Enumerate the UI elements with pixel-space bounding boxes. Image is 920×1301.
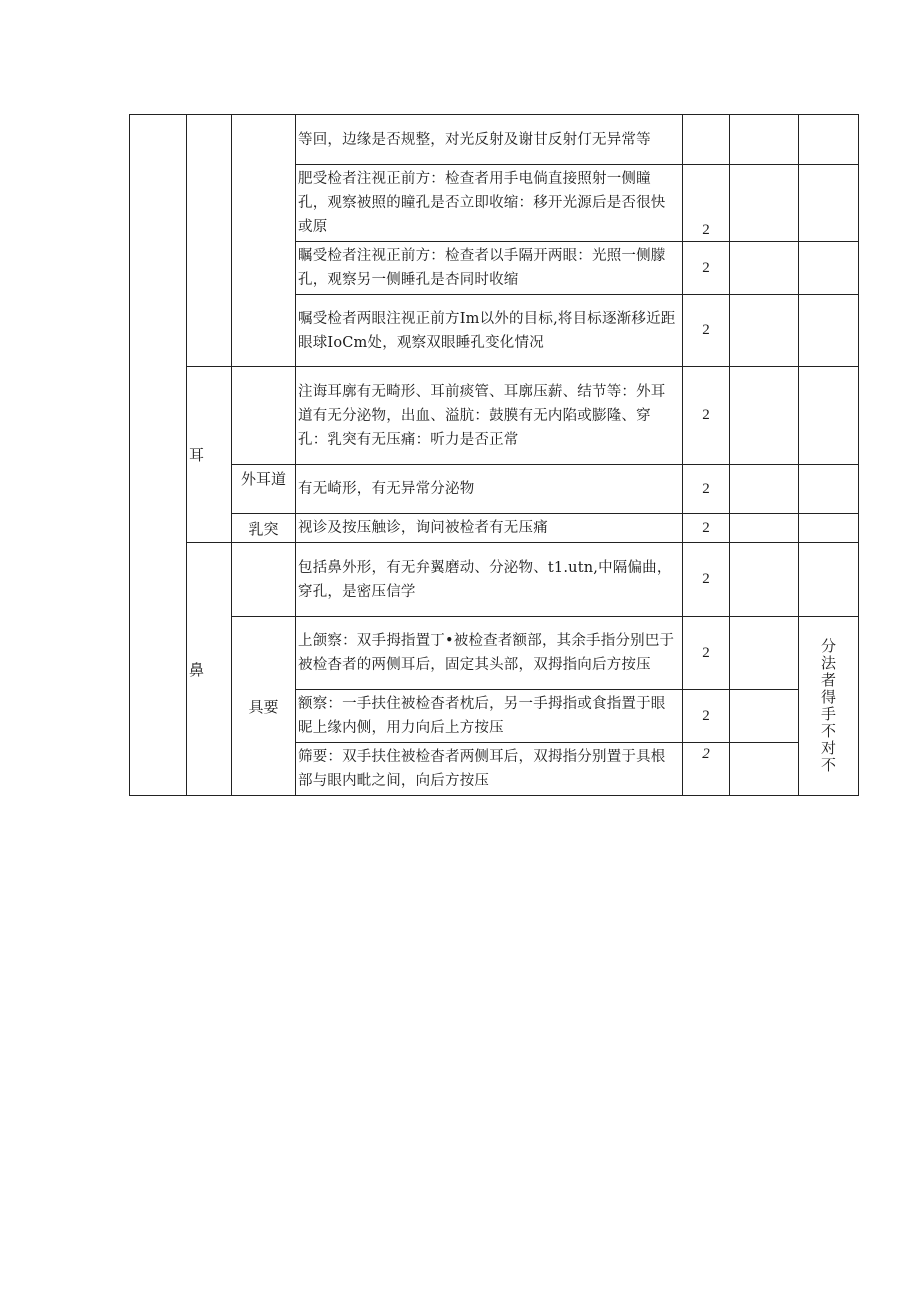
score-cell: 2 [683, 617, 730, 690]
note-char: 分 [820, 637, 836, 655]
item-description: 注诲耳廓有无畸形、耳前痰管、耳廓压薪、结节等：外耳道有无分泌物，出血、溢肮：鼓膜有无内陷或膨隆、穿孔：乳突有无压痛：听力是否正常 [296, 367, 683, 465]
note-cell [799, 165, 859, 242]
item-description: 视诊及按压触诊，询问被检者有无压痛 [296, 514, 683, 543]
note-cell [799, 242, 859, 295]
section-cell-eye [187, 115, 232, 367]
category-cell [130, 115, 187, 796]
score-cell: 2 [683, 242, 730, 295]
deduction-cell [730, 617, 799, 690]
item-description: 包括鼻外形，有无弁翼磨动、分泌物、t1.utn,中隔偏曲，穿孔，是密压信学 [296, 543, 683, 617]
note-char: 不 [820, 722, 836, 740]
note-char: 者 [820, 671, 836, 689]
subsection-label-external-canal: 外耳道 [232, 465, 296, 514]
item-description: 瞩受检者注视正前方：检查者以手隔开两眼：光照一侧朦孔，观察另一侧睡孔是杏同时收缩 [296, 242, 683, 295]
note-cell [799, 295, 859, 367]
item-description: 筛要：双手扶住被检杳者两侧耳后，双拇指分别置于具根部与眼内毗之间，向后方按压 [296, 743, 683, 796]
item-description: 有无崎形，有无异常分泌物 [296, 465, 683, 514]
note-cell [799, 543, 859, 617]
scoring-note [799, 617, 859, 796]
table-row [130, 465, 859, 514]
note-char: 手 [820, 705, 836, 723]
deduction-cell [730, 242, 799, 295]
score-cell: 2 [683, 165, 730, 242]
note-cell [799, 514, 859, 543]
subsection-label-sinus: 具要 [232, 617, 296, 796]
item-description: 等回，边缘是否规整，对光反射及谢甘反射仃无异常等 [296, 115, 683, 165]
score-cell: 2 [683, 295, 730, 367]
deduction-cell [730, 295, 799, 367]
item-description: 额察：一手扶住被检杳者枕后，另一手拇指或食指置于眼昵上缘内侧，用力向后上方按压 [296, 690, 683, 743]
section-label-nose: 鼻 [187, 543, 232, 796]
note-cell [799, 115, 859, 165]
note-char: 法 [820, 654, 836, 672]
deduction-cell [730, 690, 799, 743]
table-row [130, 115, 859, 165]
deduction-cell [730, 543, 799, 617]
score-cell: 2 [683, 514, 730, 543]
score-cell [683, 115, 730, 165]
item-description: 嘱受检者两眼注视正前方Im以外的目标,将目标逐渐移近距眼球IoCm处，观察双眼睡孔变化情况 [296, 295, 683, 367]
item-description: 肥受检者注视正前方：检查者用手电倘直接照射一侧瞳孔，观察被照的瞳孔是否立即收缩：移开光源后是否很快或原 [296, 165, 683, 242]
table-row [130, 514, 859, 543]
deduction-cell [730, 367, 799, 465]
item-description: 上颌察：双手拇指置丁•被检查者额部，其余手指分别巴于被检杳者的两侧耳后，固定其头部，双拇指向后方按压 [296, 617, 683, 690]
subsection-cell-pupil [232, 115, 296, 367]
score-cell: 2 [683, 690, 730, 743]
score-cell: 2 [683, 743, 730, 796]
subsection-cell [232, 543, 296, 617]
table-row [130, 367, 859, 465]
score-cell: 2 [683, 367, 730, 465]
note-cell [799, 367, 859, 465]
table-row [130, 617, 859, 690]
deduction-cell [730, 165, 799, 242]
note-char: 对 [820, 739, 836, 757]
note-char: 得 [820, 688, 836, 706]
table-row [130, 543, 859, 617]
deduction-cell [730, 465, 799, 514]
note-char: 不 [820, 756, 836, 774]
score-cell: 2 [683, 465, 730, 514]
deduction-cell [730, 514, 799, 543]
subsection-cell [232, 367, 296, 465]
note-cell [799, 465, 859, 514]
section-label-ear: 耳 [187, 367, 232, 543]
subsection-label-mastoid: 乳突 [232, 514, 296, 543]
deduction-cell [730, 115, 799, 165]
exam-scoring-table [129, 114, 859, 796]
score-cell: 2 [683, 543, 730, 617]
deduction-cell [730, 743, 799, 796]
